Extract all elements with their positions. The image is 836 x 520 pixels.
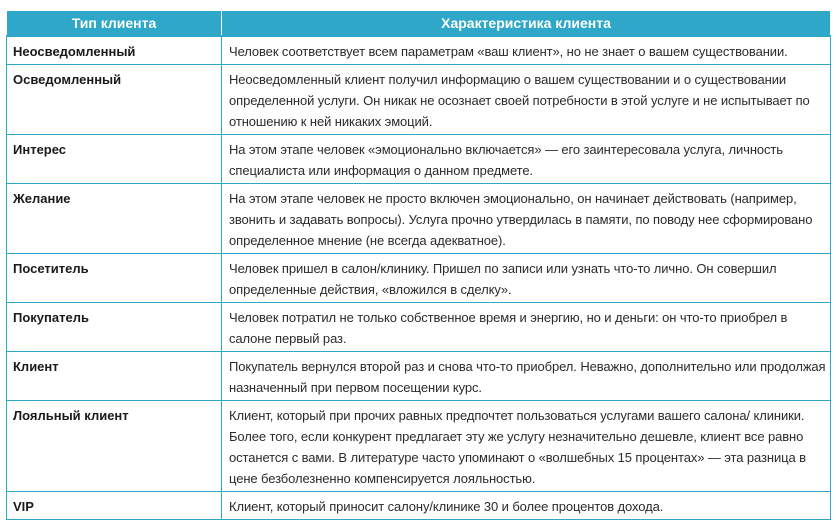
client-type-cell: VIP	[7, 492, 222, 520]
table-header	[7, 11, 831, 36]
client-description-cell: Человек потратил не только собственное время и энергию, но и деньги: он что-то приобрел в салоне первый раз.	[222, 303, 831, 352]
header-row	[7, 11, 831, 36]
table-row	[7, 401, 831, 492]
header-client-characteristic: Характеристика клиента	[222, 11, 831, 36]
table-row	[7, 65, 831, 135]
client-type-cell: Посетитель	[7, 254, 222, 303]
client-description-cell: На этом этапе человек «эмоционально включается» — его заинтересовала услуга, личность специалиста или информация о данном предмете.	[222, 135, 831, 184]
client-type-cell: Желание	[7, 184, 222, 254]
client-description-cell: На этом этапе человек не просто включен эмоционально, он начинает действовать (например, звонить и задавать вопросы). Услуга прочно утвердилась в памяти, по поводу нее сформировано определенное мнение (не всегда адекватное).	[222, 184, 831, 254]
client-description-cell: Неосведомленный клиент получил информацию о вашем существовании и о существовании определенной услуги. Он никак не осознает своей потребности в этой услуге и не испытывает по отношению к ней никаких эмоций.	[222, 65, 831, 135]
client-description-cell: Клиент, который при прочих равных предпочтет пользоваться услугами вашего салона/ клиники. Более того, если конкурент предлагает эту же услугу незначительно дешевле, клиент все равно останется с вами. В литературе часто упоминают о «волшебных 15 процентах» — эта разница в цене безболезненно компенсируется лояльностью.	[222, 401, 831, 492]
header-client-type: Тип клиента	[7, 11, 222, 36]
table-row	[7, 184, 831, 254]
table-row	[7, 492, 831, 520]
client-description-cell: Человек пришел в салон/клинику. Пришел по записи или узнать что-то лично. Он совершил определенные действия, «вложился в сделку».	[222, 254, 831, 303]
client-type-cell: Клиент	[7, 352, 222, 401]
client-type-cell: Осведомленный	[7, 65, 222, 135]
table-row	[7, 36, 831, 65]
table-row	[7, 254, 831, 303]
client-description-cell: Клиент, который приносит салону/клинике 30 и более процентов дохода.	[222, 492, 831, 520]
table-row	[7, 352, 831, 401]
table-body	[7, 36, 831, 520]
client-description-cell: Человек соответствует всем параметрам «ваш клиент», но не знает о вашем существовании.	[222, 36, 831, 65]
client-type-cell: Покупатель	[7, 303, 222, 352]
client-description-cell: Покупатель вернулся второй раз и снова что-то приобрел. Неважно, дополнительно или продолжая назначенный при первом посещении курс.	[222, 352, 831, 401]
table-row	[7, 135, 831, 184]
client-type-cell: Интерес	[7, 135, 222, 184]
client-type-cell: Неосведомленный	[7, 36, 222, 65]
table-row	[7, 303, 831, 352]
client-types-table-container	[6, 11, 830, 520]
client-type-cell: Лояльный клиент	[7, 401, 222, 492]
client-types-table	[6, 11, 831, 520]
